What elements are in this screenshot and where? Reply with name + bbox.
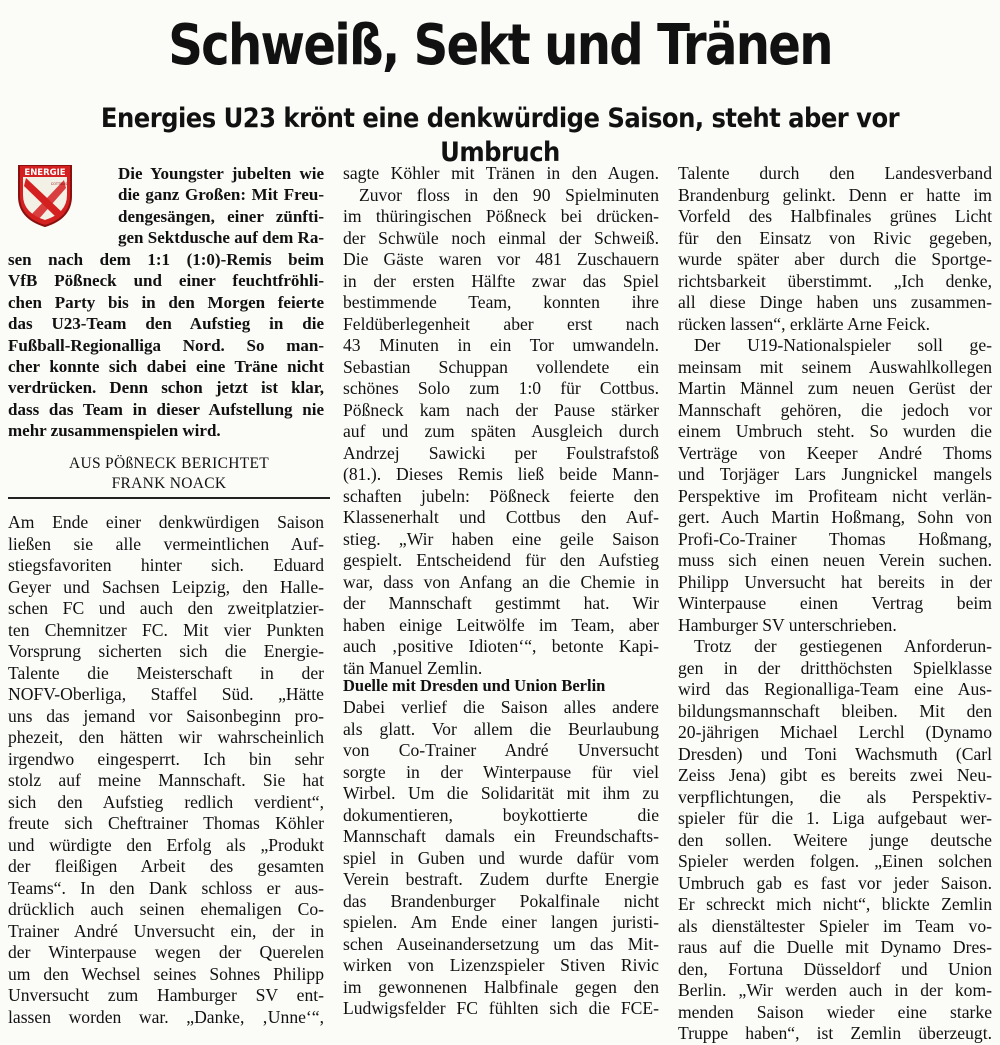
text-line: Verträge von Keeper André Thoms <box>678 442 992 463</box>
text-line: Der U19-Nationalspieler soll ge- <box>694 335 992 355</box>
text-line: spieler für die 1. Liga aufgebaut wer- <box>678 808 992 828</box>
text-line: Trotz der gestiegenen Anforderun- <box>694 636 992 656</box>
text-line: Die Gäste waren vor 481 Zuschauern <box>343 249 659 269</box>
text-line: Verein bestraft. Zudem durfte Energie <box>343 869 659 889</box>
text-line: Am Ende einer denkwürdigen Saison <box>8 512 324 532</box>
text-line: den sollen. Weitere junge deutsche <box>678 829 992 850</box>
article-column-2 <box>343 163 659 679</box>
text-line: muss sich einen neuen Verein suchen. <box>678 550 992 570</box>
text-line: freute sich Cheftrainer Thomas Köhler <box>8 813 324 833</box>
text-line: 20-jährigen Michael Lerchl (Dynamo <box>678 722 992 742</box>
text-line: sagte Köhler mit Tränen in den Augen. <box>343 163 659 183</box>
text-line: Ludwigsfelder FC fühlten sich die FCE- <box>343 998 659 1018</box>
text-line: Dabei verlief die Saison alles andere <box>343 697 659 717</box>
article-column-1 <box>8 512 324 1028</box>
text-line: Zuvor floss in den 90 Spielminuten <box>359 184 659 205</box>
crosshead: Duelle mit Dresden und Union Berlin <box>343 676 606 695</box>
text-line: menden Saison wieder eine starke <box>678 1001 992 1022</box>
text-line: für den Einsatz von Rivic gegeben, <box>678 227 992 248</box>
energie-cottbus-crest-icon <box>16 162 74 228</box>
text-line: meinsam mit seinem Auswahlkollegen <box>678 356 992 377</box>
text-line: wird das Regionalliga-Team eine Aus- <box>678 679 992 699</box>
text-line: schen Auseinandersetzung um das Mit- <box>343 933 659 954</box>
text-line: phezeit, den hätten wir wahrscheinlich <box>8 727 324 747</box>
text-line: Talente die Meisterschaft in der <box>8 662 324 683</box>
text-line: war, dass von Anfang an die Chemie in <box>343 571 659 592</box>
text-line: der Schwüle noch einmal der Schweiß. <box>343 227 659 248</box>
text-line: (81.). Dieses Remis ließ beide Mann- <box>343 464 659 484</box>
text-line: Profi-Co-Trainer Thomas Hoßmang, <box>678 528 992 549</box>
text-line: wirken von Lizenzspieler Stiven Rivic <box>343 955 659 975</box>
byline <box>8 454 330 494</box>
text-line: stiegsfavoriten hinter sich. Eduard <box>8 555 324 575</box>
text-line: verpflichtungen, die als Perspektiv- <box>678 786 992 807</box>
text-line: Perspektive im Profiteam nicht verlän- <box>678 485 992 506</box>
text-line: Mannschaft damals ein Freundschafts- <box>343 826 659 846</box>
text-line: spielen. Am Ende einer langen juristi- <box>343 912 659 932</box>
text-line: richtsbarkeit überstimmt. „Ich denke, <box>678 270 992 291</box>
text-line: den, Fortuna Düsseldorf und Union <box>678 958 992 979</box>
subheadline: Energies U23 krönt eine denkwürdige Saison, steht aber vor Umbruch <box>100 103 900 168</box>
lead-line: chen Party bis in den Morgen feierte <box>8 292 324 312</box>
text-line: in der ersten Hälfte zwar das Spiel <box>343 270 659 291</box>
lead-line: das U23-Team den Aufstieg in die <box>8 314 324 334</box>
text-line: das Brandenburger Pokalfinale nicht <box>343 890 659 911</box>
text-line: der Winterpause wegen der Querelen <box>8 942 324 962</box>
text-line: Philipp Unversucht hat bereits in der <box>678 571 992 592</box>
lead-line: dass das Team in dieser Aufstellung nie <box>8 399 324 419</box>
text-line: und Torjäger Lars Jungnickel mangels <box>678 464 992 484</box>
text-line: gen in der dritthöchsten Spielklasse <box>678 657 992 678</box>
text-line: im thüringischen Pößneck bei drücken- <box>343 206 659 226</box>
text-line: Truppe haben“, ist Zemlin überzeugt. <box>678 1023 992 1043</box>
text-line: Talente durch den Landesverband <box>678 163 992 183</box>
lead-line: verdrücken. Denn schon jetzt ist klar, <box>8 378 324 398</box>
text-line: schaften jubeln: Pößneck feierte den <box>343 485 659 506</box>
text-line: Pößneck kam nach der Pause stärker <box>343 399 659 420</box>
text-line: ließen sie alle vermeintlichen Auf- <box>8 533 324 554</box>
byline-location: AUS PÖßNECK BERICHTET <box>68 455 270 472</box>
text-line: tän Manuel Zemlin. <box>343 657 483 678</box>
text-line: Mannschaft gehören, die jedoch vor <box>678 399 992 420</box>
text-line: wurde später aber durch die Sportge- <box>678 249 992 269</box>
lead-line: mehr zusammenspielen wird. <box>8 421 221 441</box>
text-line: schönes Solo zum 1:0 für Cottbus. <box>343 378 659 398</box>
lead-paragraph-top <box>118 163 324 249</box>
text-line: schen FC und auch den zweitplatzier- <box>8 598 324 618</box>
text-line: als dienstältester Spieler im Team vo- <box>678 915 992 936</box>
lead-line: cher konnte sich dabei eine Träne nicht <box>8 356 324 376</box>
lead-line: sen nach dem 1:1 (1:0)-Remis beim <box>8 250 324 269</box>
text-line: stieg. „Wir haben eine geile Saison <box>343 528 659 549</box>
text-line: Brandenburg gelinkt. Denn er hatte im <box>678 184 992 205</box>
text-line: Martin Männel zum neuen Gerüst der <box>678 378 992 398</box>
text-line: Zeiss Jena) gibt es bereits zwei Neu- <box>678 765 992 785</box>
text-line: NOFV-Oberliga, Staffel Süd. „Hätte <box>8 684 324 704</box>
text-line: gert. Auch Martin Hoßmang, Sohn von <box>678 507 992 527</box>
lead-line: gen Sektdusche auf dem Ra- <box>118 228 324 248</box>
lead-line: dengesängen, einer zünfti- <box>118 206 324 226</box>
text-line: raus auf die Duelle mit Dynamo Dres- <box>678 937 992 957</box>
lead-line: VfB Pößneck und einer feuchtfröhli- <box>8 271 324 291</box>
text-line: Wirbel. Um die Solidarität mit ihm zu <box>343 783 659 803</box>
text-line: bildungsmannschaft bleiben. Mit den <box>678 700 992 721</box>
text-line: Vorsprung sicherten sich die Energie- <box>8 641 324 661</box>
text-line: Andrzej Sawicki per Foulstrafstoß <box>343 442 659 463</box>
text-line: Spieler werden folgen. „Einen solchen <box>678 851 992 871</box>
text-line: der Mannschaft gestimmt hat. Wir <box>343 593 659 613</box>
lead-line: Fußball-Regionalliga Nord. So man- <box>8 335 324 355</box>
text-line: bestimmende Team, konnten ihre <box>343 292 659 312</box>
text-line: Feldüberlegenheit aber erst nach <box>343 313 659 334</box>
text-line: rücken lassen“, erklärte Arne Feick. <box>678 313 931 334</box>
text-line: spiel in Guben und wurde dafür vom <box>343 847 659 868</box>
text-line: Dresden) und Toni Wachsmuth (Carl <box>678 743 992 764</box>
text-line: Klassenerhalt und Cottbus den Auf- <box>343 507 659 527</box>
lead-line: die ganz Großen: Mit Freu- <box>118 185 324 205</box>
text-line: im gewonnenen Halbfinale gegen den <box>343 976 659 997</box>
article-column-3 <box>678 163 992 1045</box>
text-line: Umbruch gab es fast vor jeder Saison. <box>678 872 992 893</box>
text-line: Hamburger SV unterschrieben. <box>678 614 897 635</box>
lead-paragraph <box>8 249 324 442</box>
text-line: als glatt. Vor allem die Beurlaubung <box>343 718 659 739</box>
text-line: sich den Aufstieg redlich verdient“, <box>8 791 324 812</box>
text-line: Trainer André Unversucht ein, der in <box>8 920 324 941</box>
text-line: Unversucht zum Hamburger SV ent- <box>8 985 324 1005</box>
text-line: auch ‚positive Idioten‘“, betonte Kapi- <box>343 636 659 656</box>
crest-subtext: COTTBUS <box>50 182 68 186</box>
text-line: der fleißigen Arbeit des gesamten <box>8 856 324 876</box>
text-line: lassen worden war. „Danke, ‚Unne‘“, <box>8 1006 324 1027</box>
text-line: Geyer und Sachsen Leipzig, den Halle- <box>8 576 324 597</box>
lead-line: Die Youngster jubelten wie <box>118 164 324 183</box>
byline-author: FRANK NOACK <box>111 475 227 492</box>
crest-text: ENERGIE <box>24 168 66 178</box>
text-line: Sebastian Schuppan vollendete ein <box>343 356 659 377</box>
text-line: Winterpause einen Vertrag beim <box>678 593 992 613</box>
text-line: auf und zum späten Ausgleich durch <box>343 421 659 441</box>
text-line: dokumentieren, boykottierte die <box>343 804 659 825</box>
text-line: 43 Minuten in ein Tor umwandeln. <box>343 335 659 355</box>
text-line: irgendwo eingesperrt. Ich bin sehr <box>8 748 324 769</box>
headline: Schweiß, Sekt und Tränen <box>168 13 832 78</box>
text-line: uns das jemand vor Saisonbeginn pro- <box>8 705 324 726</box>
text-line: haben einige Leitwölfe im Team, aber <box>343 614 659 635</box>
text-line: und würdigte den Erfolg als „Produkt <box>8 834 324 855</box>
text-line: Vorfeld des Halbfinales grünes Licht <box>678 206 992 226</box>
text-line: ten Chemnitzer FC. Mit vier Punkten <box>8 619 324 640</box>
article-column-2-continued <box>343 697 659 1020</box>
text-line: drücklich auch seinen ehemaligen Co- <box>8 899 324 919</box>
byline-rule <box>8 497 330 499</box>
text-line: um den Wechsel seines Sohnes Philipp <box>8 963 324 984</box>
text-line: sorgte in der Winterpause für viel <box>343 761 659 782</box>
text-line: Teams“. In den Dank schloss er aus- <box>8 877 324 898</box>
text-line: von Co-Trainer André Unversucht <box>343 740 659 760</box>
text-line: all diese Dinge haben uns zusammen- <box>678 292 992 312</box>
text-line: Berlin. „Wir werden auch in der kom- <box>678 980 992 1000</box>
text-line: Er schreckt mich nicht“, blickte Zemlin <box>678 894 992 914</box>
text-line: stolz auf meine Mannschaft. Sie hat <box>8 770 324 790</box>
text-line: einem Umbruch steht. So wurden die <box>678 421 992 441</box>
text-line: gespielt. Entscheidend für den Aufstieg <box>343 550 659 570</box>
